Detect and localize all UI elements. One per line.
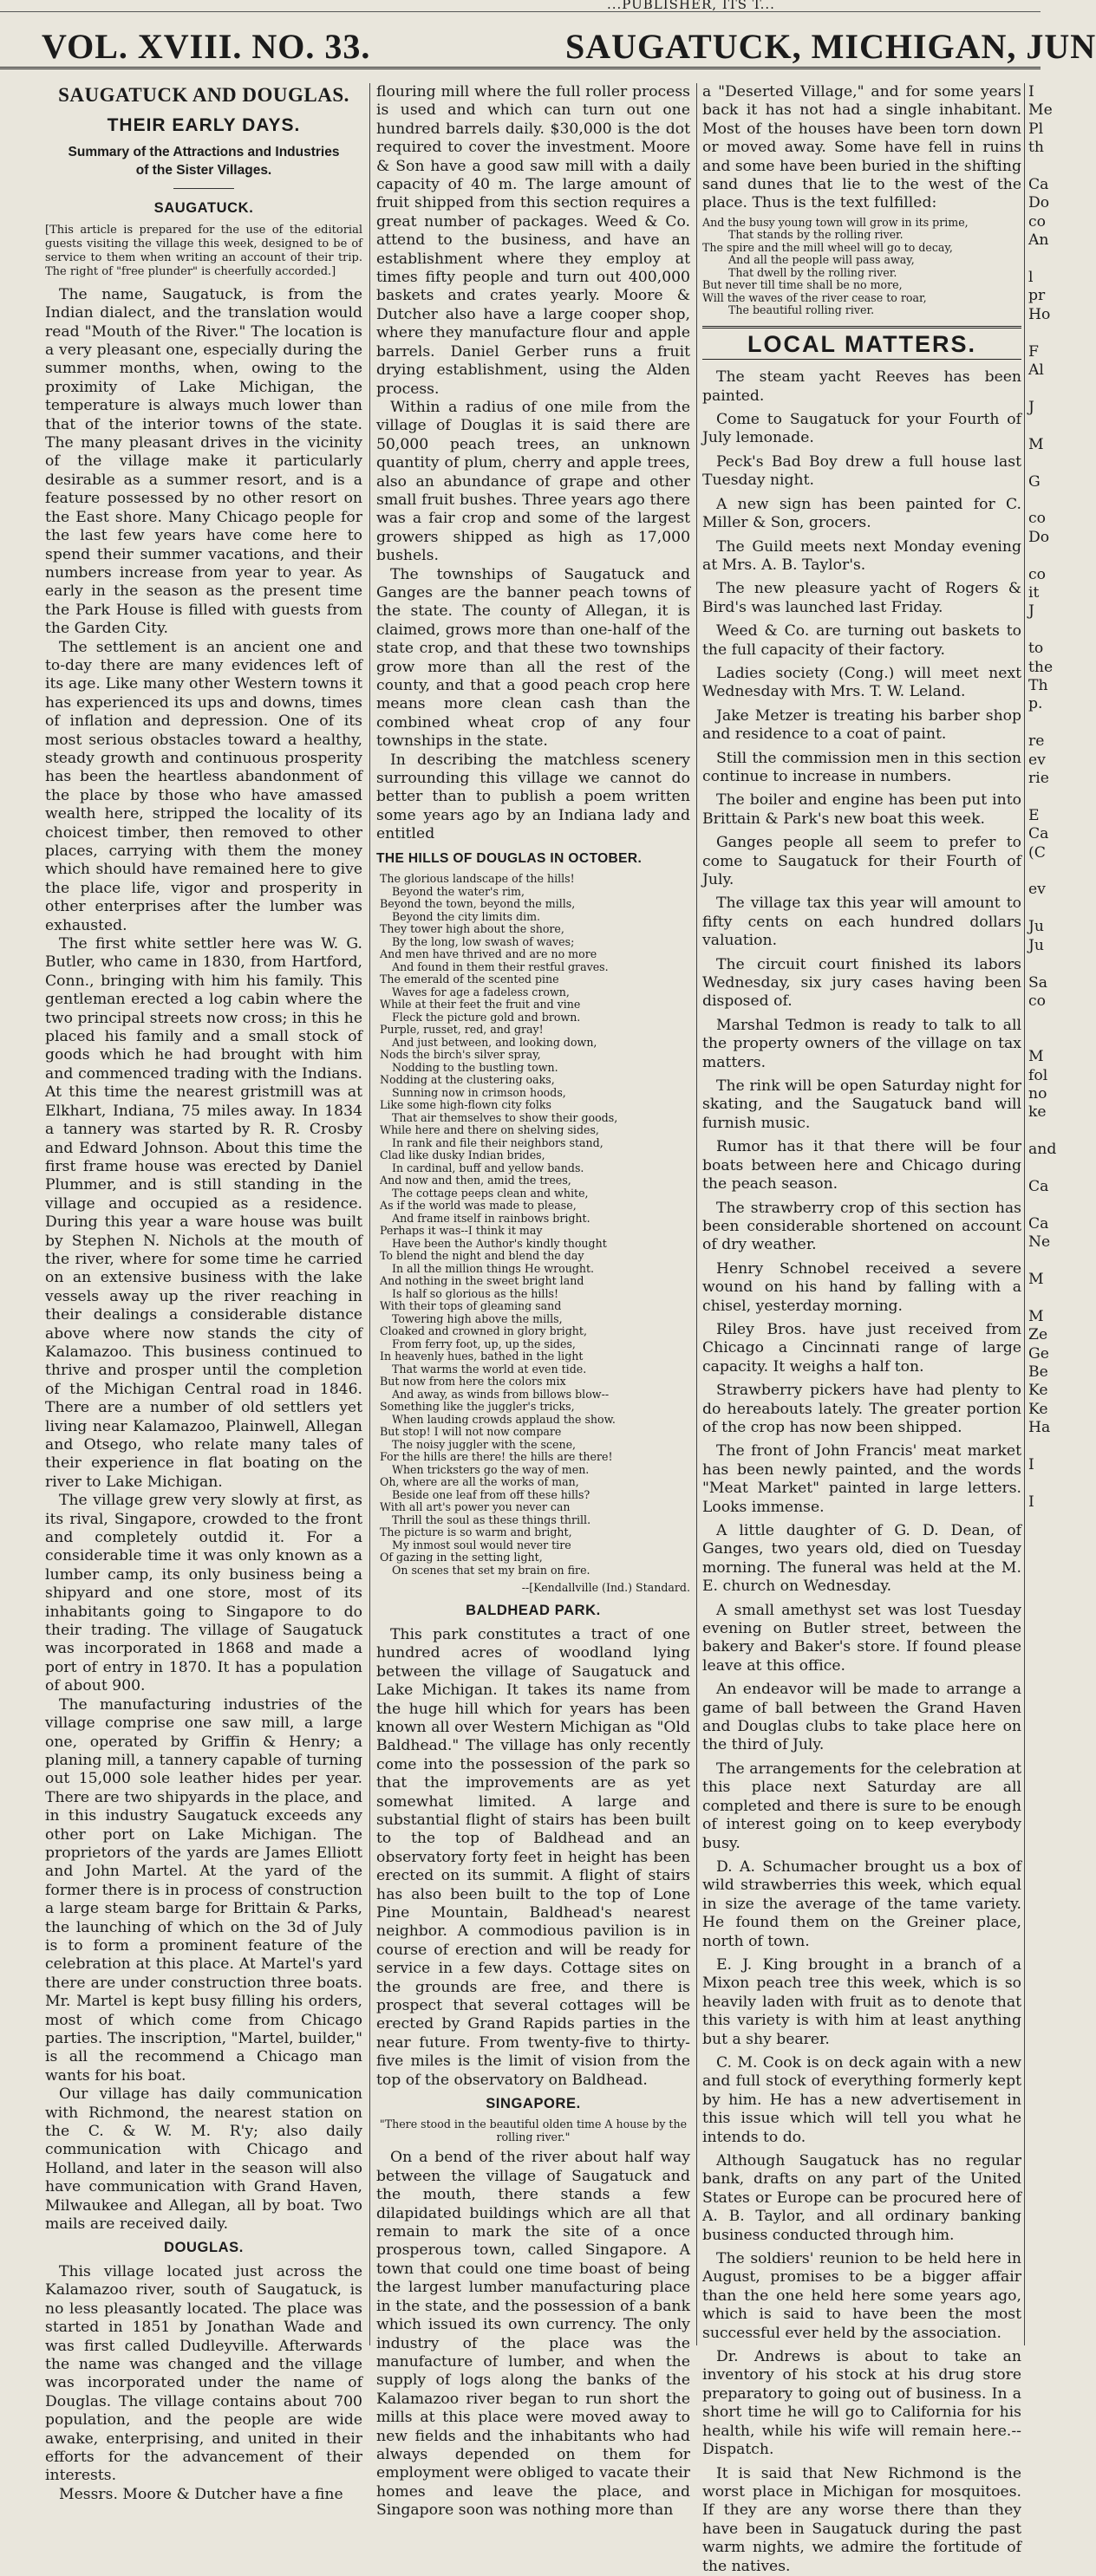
poem-line: Of gazing in the setting light, <box>380 1551 543 1564</box>
verse <box>702 217 1021 317</box>
local-item: A small amethyst set was lost Tuesday evening on Butler street, between the bakery and Baker's store. If found please leave at this office. <box>702 1601 1021 1675</box>
local-item: The strawberry crop of this section has been considerable shortened on account of dry weather. <box>702 1199 1021 1254</box>
edge-fragment: to <box>1028 640 1044 658</box>
poem-line: Beyond the town, beyond the mills, <box>380 897 576 911</box>
poem-line: In heavenly hues, bathed in the light <box>380 1350 584 1363</box>
paragraph: The settlement is an ancient one and to-day there are many evidences left of its age. Like many other Western towns it has experienced its ups and downs, times of inflation and depression. One of its most serious obstacles toward a healthy, steady growth and continuous prosperity has been the heartless abandonment of the place by those who have amassed wealth here, stripped the locality of its choicest timber, then removed to other places, carrying with them the money which should have remained here to give the place life, vigor and prosperity in other enterprises after the lumber was exhausted. <box>45 638 362 934</box>
edge-fragment <box>1028 454 1063 472</box>
edge-fragment: Ke <box>1028 1400 1048 1418</box>
article-deck: Summary of the Attractions and Industries of the Sister Villages. <box>68 145 340 179</box>
edge-fragment: Th <box>1028 677 1048 694</box>
top-strip <box>0 0 1041 12</box>
edge-fragment: Sa <box>1028 973 1048 992</box>
poem-title: THE HILLS OF DOUGLAS IN OCTOBER. <box>376 850 643 866</box>
edge-fragment <box>1028 1474 1063 1493</box>
poem-line: But stop! I will not now compare <box>380 1425 562 1439</box>
local-item: The Guild meets next Monday evening at Mrs. A. B. Taylor's. <box>702 537 1021 574</box>
edge-fragment <box>1028 547 1063 565</box>
edge-fragment <box>1028 417 1063 435</box>
poem-line: The cottage peeps clean and white, <box>392 1186 589 1200</box>
edge-fragment <box>1028 1030 1063 1048</box>
edge-fragment: I <box>1028 83 1034 101</box>
edge-fragment <box>1028 621 1063 640</box>
paragraph: Messrs. Moore & Dutcher have a fine <box>59 2485 343 2503</box>
edge-fragment: Be <box>1028 1363 1048 1382</box>
poem-line: As if the world was made to please, <box>380 1199 577 1213</box>
edge-fragment: no <box>1028 1084 1047 1103</box>
edge-fragment: Ca <box>1028 1177 1049 1195</box>
poem-line: Cloaked and crowned in glory bright, <box>380 1324 587 1338</box>
local-item: The arrangements for the celebration at this place next Saturday are all completed and there is sure to be enough of interest going on to keep everybody busy. <box>702 1760 1021 1852</box>
edge-fragment: M <box>1028 435 1044 453</box>
edge-fragment: Pl <box>1028 120 1044 138</box>
edge-fragment: I <box>1028 1456 1034 1474</box>
verse-line: That stands by the rolling river. <box>728 228 904 242</box>
local-item: Strawberry pickers have had plenty to do hereabouts lately. The greater portion of the crop has now been shipped. <box>702 1382 1021 1436</box>
edge-fragment: Do <box>1028 528 1050 546</box>
local-item: It is said that New Richmond is the worst place in Michigan for mosquitoes. If they are any worse there than they have been in Saugatuck during the past warm nights, we admire the fortitude of the natives. <box>702 2464 1021 2575</box>
column-3 <box>702 83 1021 2575</box>
local-item: Rumor has it that there will be four boats between here and Chicago during the peach season. <box>702 1138 1021 1194</box>
paragraph: In describing the matchless scenery surrounding this village we cannot do better than to publish a poem written some years ago by an Indiana lady and entitled <box>376 751 690 843</box>
local-matters-heading: LOCAL MATTERS. <box>747 330 976 357</box>
paragraph: The manufacturing industries of the village comprise one saw mill, a large one, operated by Griffin & Henry; a planing mill, a tannery capable of turning out 15,000 sole leather hides per year. There are two shipyards in the place, and in this industry Saugatuck exceeds any other port on Lake Michigan. The proprietors of the yards are James Elliott and John Martel. At the yard of the former there is in process of construction a large steam barge for Brittain & Parks, the launching of which on the 3d of July is to form a prominent feature of the celebration at this place. At Martel's yard there are under construction three boats. Mr. Martel is kept busy filling his orders, most of which come from Chicago parties. The inscription, "Martel, builder," is all the recommend a Chicago man wants for his boat. <box>45 1695 362 2085</box>
paragraph: The townships of Saugatuck and Ganges are the banner peach towns of the state. The county of Allegan, it is claimed, grows more than one-half of the state crop, and that these two townships grow more than all the rest of the county, and that a good peach crop here means more clean cash than the combined wheat crop of any four townships in the state. <box>376 565 690 751</box>
local-item: Marshal Tedmon is ready to talk to all the property owners of the village on tax matters. <box>702 1016 1021 1071</box>
poem-line: While at their feet the fruit and vine <box>380 998 581 1012</box>
edge-fragment <box>1028 250 1063 269</box>
poem-credit: --[Kendallville (Ind.) Standard. <box>521 1581 690 1595</box>
poem-line: Clad like dusky Indian brides, <box>380 1148 545 1162</box>
poem-line: The glorious landscape of the hills! <box>380 872 575 886</box>
poem-line: While here and there on shelving sides, <box>380 1123 599 1137</box>
edge-fragment <box>1028 1438 1063 1456</box>
poem-line: The emerald of the scented pine <box>380 973 559 986</box>
edge-fragment: fol <box>1028 1066 1048 1084</box>
edge-fragment <box>1028 1122 1063 1141</box>
edge-fragment: re <box>1028 732 1045 751</box>
local-item: A little daughter of G. D. Dean, of Ganges, two years old, died on Tuesday morning. The funeral was held at the M. E. church on Wednesday. <box>702 1522 1021 1596</box>
poem-line: My inmost soul would never tire <box>392 1538 571 1551</box>
edge-fragment: th <box>1028 139 1044 157</box>
edge-fragment: M <box>1028 1271 1044 1288</box>
edge-fragment <box>1028 900 1063 918</box>
poem-line: Something like the juggler's tricks, <box>380 1400 575 1414</box>
column-4-edge <box>1028 83 1063 2345</box>
edge-fragment: J <box>1028 602 1034 621</box>
verse-line: That dwell by the rolling river. <box>728 265 897 279</box>
edge-fragment: rie <box>1028 770 1049 788</box>
poem-line: Nodding at the clustering oaks, <box>380 1073 555 1087</box>
article-subhead: THEIR EARLY DAYS. <box>107 115 301 135</box>
poem-line: On scenes that set my brain on fire. <box>392 1563 590 1577</box>
poem-line: Purple, russet, red, and gray! <box>380 1023 544 1037</box>
poem-line: Thrill the soul as these things thrill. <box>392 1512 591 1526</box>
edge-fragment: M <box>1028 1048 1044 1066</box>
local-item: Still the commission men in this section continue to increase in numbers. <box>702 749 1021 785</box>
poem-line: In cardinal, buff and yellow bands. <box>392 1161 584 1174</box>
paragraph: The name, Saugatuck, is from the Indian dialect, and the translation would read "Mouth of the River." The location is a very pleasant one, especially during the summer months, when, owing to the proximity of Lake Michigan, the temperature is always much lower than that of the interior towns of the state. The many pleasant drives in the vicinity of the village make it particularly desirable as a summer resort, and is a feature possessed by no other resort on the East shore. Many Chicago people for the last few years have come here to spend their summer vacations, and their numbers increase from year to year. As early in the season as the present time the Park House is filled with guests from the Garden City. <box>45 285 362 638</box>
poem-line: And men have thrived and are no more <box>380 947 597 961</box>
edge-fragment <box>1028 1289 1063 1307</box>
editor-note: [This article is prepared for the use of the editorial guests visiting the village this week, designed to be of service to them when writing an account of their trip. The right of "free plunder" is cheerfully accorded.] <box>45 223 362 278</box>
poem-line: And away, as winds from billows blow-- <box>392 1387 610 1401</box>
article-headline: SAUGATUCK AND DOUGLAS. <box>58 84 349 106</box>
poem-line: And found in them their restful graves. <box>392 959 609 973</box>
poem-line: With their tops of gleaming sand <box>380 1299 562 1313</box>
edge-fragment: Do <box>1028 194 1050 212</box>
local-item: Ganges people all seem to prefer to come to Saugatuck for their Fourth of July. <box>702 834 1021 888</box>
edge-fragment: ev <box>1028 751 1046 769</box>
poem-line: Fleck the picture gold and brown. <box>392 1010 581 1024</box>
edge-fragment: Ca <box>1028 825 1049 843</box>
poem-line: Waves for age a fadeless crown, <box>392 985 570 999</box>
poem-line: And now and then, amid the trees, <box>380 1174 571 1187</box>
paragraph: The village grew very slowly at first, as its rival, Singapore, crowded to the front and completely outdid it. For a considerable time it was only known as a lumber camp, its only business being a shipyard and one store, most of its inhabitants going to Singapore to do their trading. The village of Saugatuck was incorporated in 1868 and made a port of entry in 1870. It has a population of about 900. <box>45 1492 362 1695</box>
edge-fragment: (C <box>1028 843 1046 862</box>
paragraph: This park constitutes a tract of one hundred acres of woodland lying between the village of Saugatuck and Lake Michigan. It takes its name from the huge hill which for years has been known all over Western Michigan as "Old Baldhead." The village has only recently come into the possession of the park so that the improvements are as yet somewhat limited. A large and substantial flight of stairs has been built to the top of Baldhead and an observatory forty feet in height has been erected on its summit. A flight of stairs has also been built to the top of Lone Pine Mountain, Baldhead's nearest neighbor. A commodious pavilion is in course of erection and will be ready for service in a few days. Cottage sites on the grounds are free, and there is prospect that several cottages will be erected by Grand Rapids parties in the near future. From twenty-five to thirty-five miles is the limit of vision from the top of the observatory on Baldhead. <box>376 1625 690 2089</box>
edge-fragment: Ca <box>1028 176 1049 194</box>
poem-line: The picture is so warm and bright, <box>380 1525 572 1539</box>
edge-fragment: G <box>1028 472 1041 491</box>
edge-fragment <box>1028 862 1063 881</box>
edge-fragment: co <box>1028 565 1046 583</box>
edge-fragment <box>1028 491 1063 510</box>
edge-fragment: it <box>1028 583 1040 602</box>
column-1 <box>45 83 362 2503</box>
edge-fragment: co <box>1028 212 1046 231</box>
edge-fragment <box>1028 324 1063 342</box>
local-item: The new pleasure yacht of Rogers & Bird's was launched last Friday. <box>702 580 1021 616</box>
edge-fragment: Ju <box>1028 936 1044 954</box>
local-item: The circuit court finished its labors Wednesday, six jury cases having been disposed of. <box>702 955 1021 1011</box>
poem-line: Like some high-flown city folks <box>380 1098 551 1112</box>
verse-line: The spire and the mill wheel will go to decay, <box>702 240 953 254</box>
poem-line: But now from here the colors mix <box>380 1375 566 1389</box>
poem-line: Sunning now in crimson hoods, <box>392 1085 566 1099</box>
local-item: Come to Saugatuck for your Fourth of July lemonade. <box>702 411 1021 447</box>
edge-fragment: l <box>1028 269 1034 287</box>
volume-number: VOL. XVIII. NO. 33. <box>42 27 371 66</box>
poem-line: They tower high about the shore, <box>380 922 564 936</box>
poem-line: For the hills are there! the hills are there! <box>380 1450 613 1464</box>
poem-line: And frame itself in rainbows bright. <box>392 1211 590 1225</box>
edge-fragment: co <box>1028 510 1046 528</box>
edge-fragment: p. <box>1028 695 1043 713</box>
local-item: The front of John Francis' meat market has been newly painted, and the words "Meat Market" painted in large letters. Looks immense. <box>702 1442 1021 1516</box>
poem-line: Nods the birch's silver spray, <box>380 1048 541 1062</box>
local-item: Riley Bros. have just received from Chicago a Cincinnati range of large capacity. It weighs a half ton. <box>702 1320 1021 1376</box>
poem-line: Beside one leaf from off these hills? <box>392 1487 590 1501</box>
edge-fragment: M <box>1028 1307 1044 1325</box>
paragraph: a "Deserted Village," and for some years back it has not had a single inhabitant. Most of the houses have been torn down or moved away. Some have fell in ruins and some have been buried in the shifting sand dunes that lie to the west of the place. Thus is the text fulfilled: <box>702 83 1021 212</box>
poem-line: In rank and file their neighbors stand, <box>392 1135 603 1149</box>
local-item: The steam yacht Reeves has been painted. <box>702 368 1021 405</box>
local-item: C. M. Cook is on deck again with a new and full stock of everything formerly kept by him. He has a new advertisement in this issue which will tell you what he intends to do. <box>702 2053 1021 2146</box>
poem-line: That air themselves to show their goods, <box>392 1110 618 1124</box>
local-item: Ladies society (Cong.) will meet next Wednesday with Mrs. T. W. Leland. <box>702 664 1021 701</box>
edge-fragment: Ke <box>1028 1382 1048 1400</box>
local-item: The boiler and engine has been put into Brittain & Park's new boat this week. <box>702 791 1021 828</box>
edge-fragment: F <box>1028 342 1039 361</box>
poem-line: When lauding crowds applaud the show. <box>392 1412 616 1426</box>
paragraph: On a bend of the river about half way between the village of Saugatuck and the mouth, there stands a few dilapidated buildings which are all that remain to mark the site of a once prosperous town, called Singapore. A town that could one time boast of being the largest lumber manufacturing place in the state, and the possession of a bank which issued its own currency. The only industry of the place was the manufacture of lumber, and when the supply of logs along the banks of the Kalamazoo river began to run short the mills at this place were moved away to new fields and the inhabitants who had always depended on them for employment were obliged to vacate their homes and leave the place, and Singapore soon was nothing more than <box>376 2149 690 2520</box>
poem-line: Towering high above the mills, <box>392 1311 563 1325</box>
epigraph: "There stood in the beautiful olden time A house by the rolling river." <box>379 2117 688 2143</box>
poem-line: That warms the world at even tide. <box>392 1362 587 1376</box>
poem-line: To blend the night and blend the day <box>380 1249 584 1263</box>
local-item: Weed & Co. are turning out baskets to the full capacity of their factory. <box>702 622 1021 659</box>
dateline: SAUGATUCK, MICHIGAN, JUN <box>565 27 1096 66</box>
edge-fragment: ev <box>1028 881 1046 899</box>
edge-fragment: pr <box>1028 287 1046 305</box>
poem-line: When tricksters go the way of men. <box>392 1462 590 1476</box>
edge-fragment <box>1028 1160 1063 1178</box>
edge-fragment <box>1028 1196 1063 1214</box>
divider <box>173 188 234 189</box>
section-heading-baldhead: BALDHEAD PARK. <box>466 1603 601 1619</box>
poem-line: In all the million things He wrought. <box>392 1261 595 1275</box>
section-heading-douglas: DOUGLAS. <box>164 2240 244 2256</box>
poem-line: Is half so glorious as the hills! <box>392 1286 558 1300</box>
edge-fragment: Ju <box>1028 918 1044 936</box>
edge-fragment: E <box>1028 806 1040 824</box>
poem-line: Nodding to the bustling town. <box>392 1060 558 1074</box>
edge-fragment <box>1028 1252 1063 1271</box>
column-rule <box>696 83 697 2345</box>
verse-line: And all the people will pass away, <box>728 253 915 267</box>
edge-fragment <box>1028 158 1063 176</box>
column-rule <box>369 83 370 2345</box>
edge-fragment <box>1028 714 1063 732</box>
paragraph: Our village has daily communication with Richmond, the nearest station on the C. & W. M. R'y; also daily communication with Chicago and Holland, and later in the season will also have communication with Grand Haven, Milwaukee and Allegan, all by boat. Two mails are received daily. <box>45 2085 362 2234</box>
section-heading-singapore: SINGAPORE. <box>486 2096 581 2112</box>
poem-line: By the long, low swash of waves; <box>392 934 575 948</box>
edge-fragment: Ge <box>1028 1344 1049 1363</box>
edge-fragment: I <box>1028 1493 1034 1511</box>
poem-line: Beyond the city limits dim. <box>392 909 541 923</box>
poem-line: From ferry foot, up, up the sides, <box>392 1337 576 1350</box>
poem-line: And just between, and looking down, <box>392 1035 597 1049</box>
paragraph: This village located just across the Kalamazoo river, south of Saugatuck, is no less pleasantly located. The place was started in 1851 by Jonathan Wade and was first called Dudleyville. Afterwards the name was changed and the village was incorporated under the name of Douglas. The village contains about 700 population, and the people are wide awake, enterprising, and united in their efforts for the advancement of their interests. <box>45 2262 362 2485</box>
local-matters-banner <box>702 326 1021 360</box>
verse-line: The beautiful rolling river. <box>728 303 875 317</box>
poem-line: Beyond the water's rim, <box>392 884 525 898</box>
edge-fragment: Ca <box>1028 1214 1049 1233</box>
local-item: An endeavor will be made to arrange a game of ball between the Grand Haven and Douglas clubs to take place here on the third of July. <box>702 1681 1021 1754</box>
local-item: D. A. Schumacher brought us a box of wild strawberries this week, which equal in size the average of the tame variety. He found them on the Greiner place, north of town. <box>702 1857 1021 1950</box>
edge-fragment: Ze <box>1028 1326 1048 1344</box>
edge-fragment: An <box>1028 231 1049 250</box>
edge-fragment: Ha <box>1028 1419 1051 1437</box>
edge-fragment: Me <box>1028 101 1053 120</box>
verse-line: Will the waves of the river cease to roar, <box>702 290 927 304</box>
local-item: A new sign has been painted for C. Miller & Son, grocers. <box>702 495 1021 532</box>
local-item: The soldiers' reunion to be held here in August, promises to be a bigger affair than the one held here some years ago, which is said to have been the most successful ever held by the association. <box>702 2250 1021 2342</box>
edge-fragment: J <box>1028 398 1034 416</box>
edge-fragment: Al <box>1028 361 1044 380</box>
edge-fragment: Ne <box>1028 1233 1051 1252</box>
edge-fragment: Ho <box>1028 305 1051 323</box>
masthead <box>0 16 1096 69</box>
column-rule <box>1024 83 1025 2345</box>
poem <box>376 873 690 1577</box>
column-2 <box>376 83 690 2520</box>
poem-line: Perhaps it was--I think it may <box>380 1224 543 1238</box>
paragraph: Within a radius of one mile from the village of Douglas it is said there are 50,000 peach trees, an unknown quantity of plum, cherry and apple trees, also an abundance of grape and other small fruit bushes. Three years ago there was a fair crop and some of the largest growers shipped as high as 17,000 bushels. <box>376 398 690 565</box>
local-items-list <box>702 368 1021 2576</box>
poem-line: The noisy juggler with the scene, <box>392 1437 577 1451</box>
local-item: The village tax this year will amount to fifty cents on each hundred dollars valuation. <box>702 894 1021 950</box>
local-item: Peck's Bad Boy drew a full house last Tuesday night. <box>702 452 1021 490</box>
edge-fragment: ke <box>1028 1103 1047 1122</box>
local-item: Dr. Andrews is about to take an inventory of his stock at his drug store preparatory to going out of business. In a short time he will go to California for his health, while his wife will remain here.--Dispatch. <box>702 2348 1021 2459</box>
local-item: E. J. King brought in a branch of a Mixon peach tree this week, which is so heavily laden with fruit as to denote that this variety is with him at least anything but a shy bearer. <box>702 1955 1021 2048</box>
edge-fragment <box>1028 788 1063 806</box>
poem-line: And nothing in the sweet bright land <box>380 1274 584 1288</box>
edge-fragment: and <box>1028 1141 1057 1159</box>
paragraph: flouring mill where the full roller process is used and which can turn out one hundred barrels daily. $30,000 is the dot required to cover the investment. Moore & Son have a good saw mill with a daily capacity of 40 m. The large amount of fruit shipped from this section requires a great number of packages. Weed & Co. attend to the business, and have an establishment where they employ at times fifty people and turn out 400,000 baskets and crates yearly. Moore & Dutcher also have a large cooper shop, where they manufacture flour and apple barrels. Daniel Gerber runs a fruit drying establishment, using the Alden process. <box>376 83 690 398</box>
verse-line: And the busy young town will grow in its prime, <box>702 215 969 229</box>
edge-fragment <box>1028 955 1063 973</box>
verse-line: But never till time shall be no more, <box>702 278 903 292</box>
poem-line: With all art's power you never can <box>380 1500 571 1514</box>
top-strip-text: ...PUBLISHER, ITS T... <box>607 0 775 12</box>
local-item: The rink will be open Saturday night for skating, and the Saugatuck band will furnish music. <box>702 1077 1021 1132</box>
poem-line: Have been the Author's kindly thought <box>392 1236 607 1250</box>
local-item: Henry Schnobel received a severe wound on his hand by falling with a chisel, yesterday morning. <box>702 1259 1021 1315</box>
local-item: Although Saugatuck has no regular bank, drafts on any part of the United States or Europe can be procured here of A. B. Taylor, and all ordinary banking business conducted through him. <box>702 2152 1021 2244</box>
paragraph: The first white settler here was W. G. Butler, who came in 1830, from Hartford, Conn., bringing with him his family. This gentleman erected a log cabin where the two principal streets now cross; in this he placed his family and a small stock of goods which he had brought with him and commenced trading with the Indians. At this time the nearest gristmill was at Elkhart, Indiana, 75 miles away. In 1834 a tannery was started by R. R. Crosby and Edward Johnson. About this time the first frame house was erected by Daniel Plummer, and is still standing in the village and occupied as a residence. During this year a ware house was built by Stephen N. Nichols at the mouth of the river, where for some time he carried on an extensive business with the lake vessels away up the river reaching in their dealings a considerable distance above where now stands the city of Kalamazoo. This business continued to thrive and prosper until the completion of the Michigan Central road in 1846. There are a number of old settlers yet living near Kalamazoo, Plainwell, Allegan and Otsego, who relate many tales of their experience in flat boating on the river to Lake Michigan. <box>45 935 362 1491</box>
edge-fragment <box>1028 1011 1063 1029</box>
edge-fragment: co <box>1028 992 1046 1010</box>
poem-line: Oh, where are all the works of man, <box>380 1475 579 1489</box>
edge-fragment <box>1028 381 1063 399</box>
edge-fragment: the <box>1028 658 1054 676</box>
section-heading-saugatuck: SAUGATUCK. <box>153 200 254 217</box>
local-item: Jake Metzer is treating his barber shop and residence to a coat of paint. <box>702 706 1021 744</box>
